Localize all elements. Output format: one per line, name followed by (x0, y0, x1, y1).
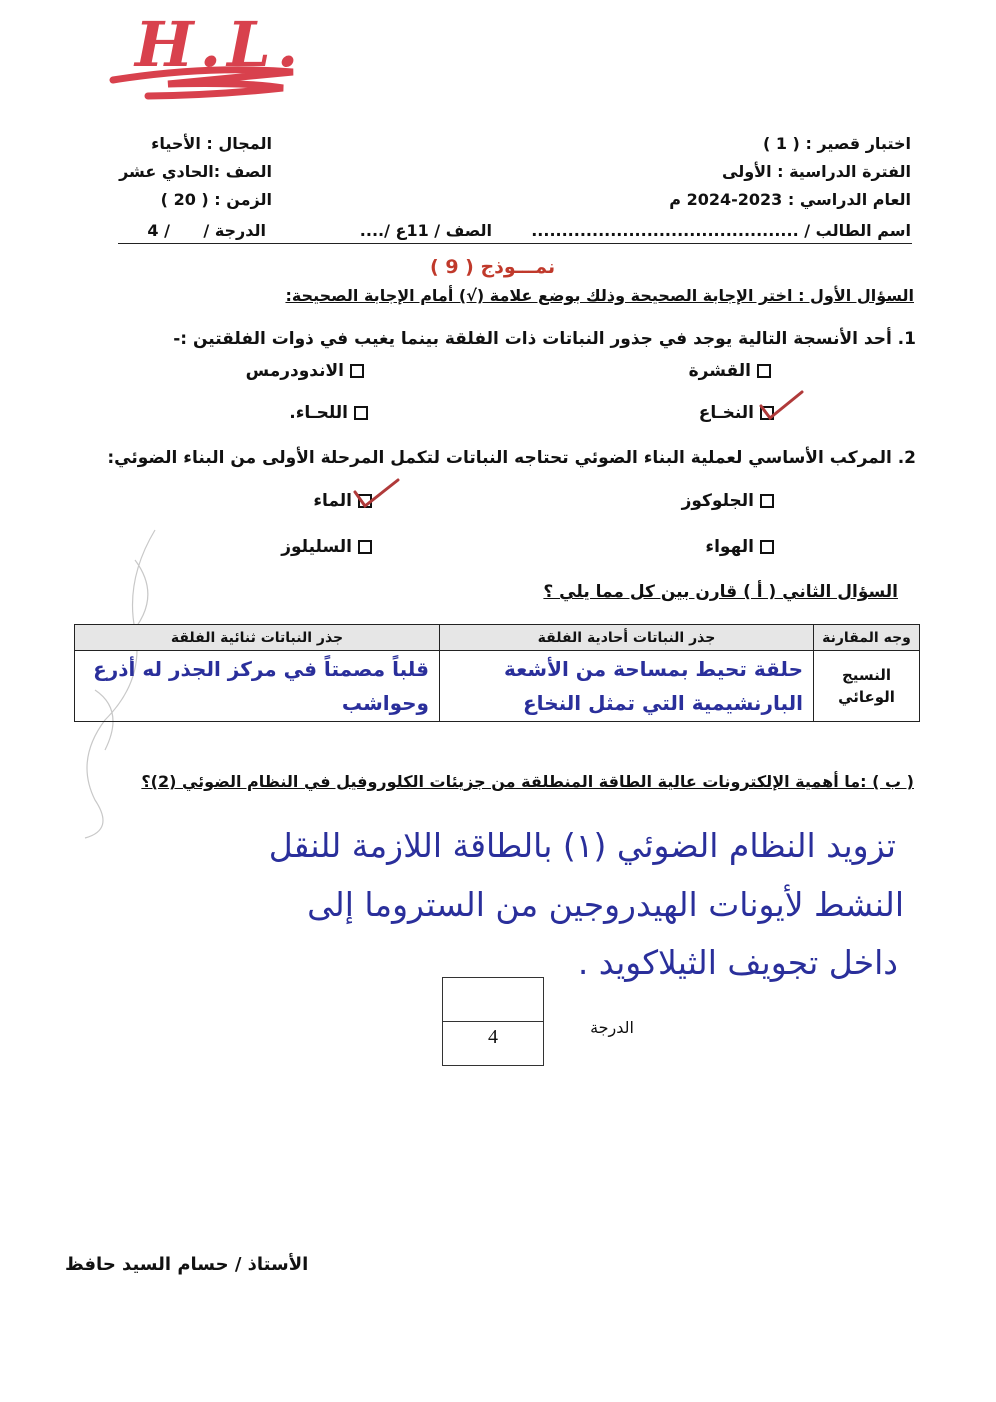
checkbox-icon (358, 540, 372, 554)
option-2c[interactable]: الهواء (705, 537, 774, 557)
grade-label: الدرجة (590, 1018, 634, 1037)
grade-value: 4 (488, 1026, 498, 1048)
option-2a[interactable]: الجلوكوز (682, 491, 774, 511)
checkbox-icon (354, 406, 368, 420)
term: الفترة الدراسية : الأولى (722, 162, 911, 181)
option-2d[interactable]: السليلوز (281, 537, 372, 557)
comparison-table (74, 624, 920, 722)
option-1d[interactable]: اللحـاء. (289, 403, 368, 423)
option-2b[interactable]: الماء (313, 491, 372, 511)
question2-title: السؤال الثاني ( أ ) قارن بين كل مما يلي ؟ (543, 582, 898, 602)
checkbox-icon (760, 540, 774, 554)
part-b-title: ( ب ) :ما أهمية الإلكترونات عالية الطاقة المنطلقة من جزيئات الكلوروفيل في النظام الضوئي (2)؟ (141, 772, 914, 791)
subject: المجال : الأحياء (151, 134, 272, 153)
question1-item2: 2. المركب الأساسي لعملية البناء الضوئي تحتاجه النباتات لتكمل المرحلة الأولى من البناء الضوئي: (107, 448, 916, 468)
student-name: اسم الطالب / ............................................ (531, 221, 911, 240)
grade-box (442, 977, 544, 1066)
handwritten-answer-line: النشط لأيونات الهيدروجين من الستروما إلى (307, 885, 904, 924)
question1-title: السؤال الأول : اختر الإجابة الصحيحة وذلك بوضع علامة (√) أمام الإجابة الصحيحة: (285, 286, 914, 305)
table-header: جذر النباتات أحادية الفلقة (440, 625, 814, 651)
class: الصف / 11ع /.... (359, 221, 492, 240)
academic-year: العام الدراسي : 2023-2024 م (669, 190, 911, 209)
answer-monocot[interactable]: حلقة تحيط بمساحة من الأشعة البارنشيمية التي تمثل النخاع (440, 651, 814, 722)
handwritten-answer-line: تزويد النظام الضوئي (١) بالطاقة اللازمة للنقل (268, 826, 896, 865)
grade-level: الصف :الحادي عشر (119, 162, 272, 181)
logo-underline-swoosh (108, 60, 308, 105)
checkmark-icon (352, 476, 402, 512)
table-header: وجه المقارنة (814, 625, 920, 651)
table-header: جذر النباتات ثنائية الفلقة (75, 625, 440, 651)
option-1b[interactable]: الاندودرمس (246, 361, 364, 381)
checkmark-icon (758, 388, 806, 424)
duration: الزمن : ( 20 ) (160, 190, 272, 209)
logo: H.L. (135, 8, 305, 81)
table-row-label: النسيج الوعائي (814, 651, 920, 722)
score: الدرجة / / 4 (147, 221, 266, 240)
answer-dicot[interactable]: قلباً مصمتاً في مركز الجذر له أذرع وحواشب (75, 651, 440, 722)
option-1a[interactable]: القشرة (689, 361, 771, 381)
checkbox-icon (760, 494, 774, 508)
model-label: نمـــوذج ( 9 ) (430, 256, 556, 278)
header-divider (118, 243, 912, 244)
option-1c[interactable]: النخـاع (699, 403, 774, 423)
quiz-number: اختبار قصير : ( 1 ) (762, 134, 911, 153)
teacher-signature: الأستاذ / حسام السيد حافظ (65, 1254, 309, 1275)
checkbox-icon (757, 364, 771, 378)
handwritten-answer-line: داخل تجويف الثيلاكويد . (577, 943, 898, 982)
checkbox-icon (350, 364, 364, 378)
question1-item1: 1. أحد الأنسجة التالية يوجد في جذور النباتات ذات الفلقة بينما يغيب في ذوات الفلقتين :- (173, 329, 916, 349)
